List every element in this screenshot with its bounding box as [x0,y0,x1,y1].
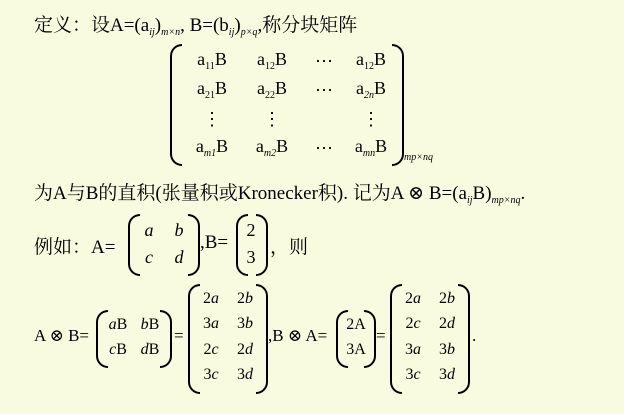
block2-right-paren [364,310,376,368]
grid-A-cell-0-0: a [144,219,154,240]
result-end: . [472,326,477,345]
b-subscript: ij [228,27,235,38]
then-label: ，则 [270,237,309,258]
b-close-paren: ) [234,15,241,36]
equals-2: = [376,326,386,345]
block-grid-cell-3-0: $a_{m1}B$ [195,135,229,159]
product-end: . [520,183,526,204]
grid-full2-cell-1-0: 2c [405,315,421,333]
grid-full1-cell-3-0: 3c [203,366,219,384]
full2-grid [396,286,464,388]
block-grid-cell-0-2: ⋯ [315,50,333,71]
matrix-b-right-paren [256,214,268,276]
full1-grid [194,286,262,388]
grid-A-cell-1-0: c [145,246,153,267]
grid-A-cell-0-1: b [174,219,184,240]
block-grid-cell-1-1: $a_{22}B$ [256,77,287,101]
product-close: B) [472,183,492,204]
block-matrix-left-paren [170,44,182,166]
a-close-paren: ) [154,15,162,36]
grid-full1-cell-1-0: 3a [203,315,219,333]
grid-full1-cell-1-1: 3b [237,315,253,333]
block-grid-cell-0-1: $a_{12}B$ [256,48,287,72]
equals-1: = [174,326,184,345]
product-subscript: ij [466,195,473,206]
full2-right-paren [458,284,470,394]
a-kron-b-label: A ⊗ B= [34,326,90,345]
definition-line [34,10,357,38]
grid-block1-cell-0-1: bB [140,315,160,333]
b-kron-a-label: ,B ⊗ A= [268,326,328,345]
grid-full2-cell-3-0: 3c [405,366,421,384]
block-grid-cell-1-2: ⋯ [315,79,333,100]
product-size: mp×nq [491,195,521,206]
product-text: 为A与B的直积(张量积或Kronecker积). 记为A ⊗ B=(a [34,183,467,204]
grid-full2-cell-0-1: 2b [439,289,455,307]
block-grid-cell-2-1: ⋮ [263,108,281,129]
grid-full2-cell-0-0: 2a [405,289,421,307]
grid-full2-cell-2-0: 3a [405,340,421,358]
block-matrix-size: mp×nq [404,152,433,163]
block-grid-cell-3-3: $a_{mn}B$ [354,135,388,159]
grid-block1-cell-1-0: cB [109,340,127,358]
block-grid-cell-1-3: $a_{2n}B$ [355,77,386,101]
grid-full2-cell-3-1: 3d [439,366,455,384]
grid-block2-cell-1-0: 3A [346,340,366,358]
b-label: ,B= [200,232,229,253]
block1-grid [102,312,166,362]
block1-right-paren [160,310,172,368]
grid-block2-cell-0-0: 2A [346,315,366,333]
block-grid-cell-0-3: $a_{12}B$ [355,48,386,72]
block-grid-cell-2-0: ⋮ [203,108,221,129]
grid-full1-cell-2-0: 2c [203,340,219,358]
grid-full1-cell-3-1: 3d [237,366,253,384]
definition-mid: , B=(b [180,15,229,36]
grid-B-cell-0-0: 2 [246,219,256,240]
grid-A-cell-1-1: d [174,246,184,267]
a-size: m×n [161,27,181,38]
grid-full1-cell-2-1: 2d [237,340,253,358]
block-matrix-grid [182,46,396,162]
block-grid-cell-0-0: $a_{11}B$ [197,48,227,72]
product-line [34,178,525,206]
grid-block1-cell-1-1: dB [140,340,160,358]
b-size: p×q [240,27,258,38]
example-lead: 例如：A= [34,237,116,258]
definition-prefix: 定义：设A=(a [34,15,150,36]
block-grid-cell-1-0: $a_{21}B$ [196,77,227,101]
block-matrix-right-paren [392,44,404,166]
grid-full1-cell-0-0: 2a [203,289,219,307]
grid-full2-cell-2-1: 3b [439,340,455,358]
full1-right-paren [256,284,268,394]
grid-full2-cell-1-1: 2d [439,315,455,333]
block-grid-cell-2-3: ⋮ [362,108,380,129]
grid-full1-cell-0-1: 2b [237,289,253,307]
matrix-a-grid [134,216,194,270]
a-subscript: ij [149,27,155,38]
block-grid-cell-3-2: ⋯ [315,137,333,158]
grid-B-cell-1-0: 3 [246,246,256,267]
grid-block1-cell-0-0: aB [108,315,128,333]
definition-suffix: ,称分块矩阵 [257,15,358,36]
block-grid-cell-3-1: $a_{m2}B$ [255,135,289,159]
matrix-a-right-paren [188,214,200,276]
